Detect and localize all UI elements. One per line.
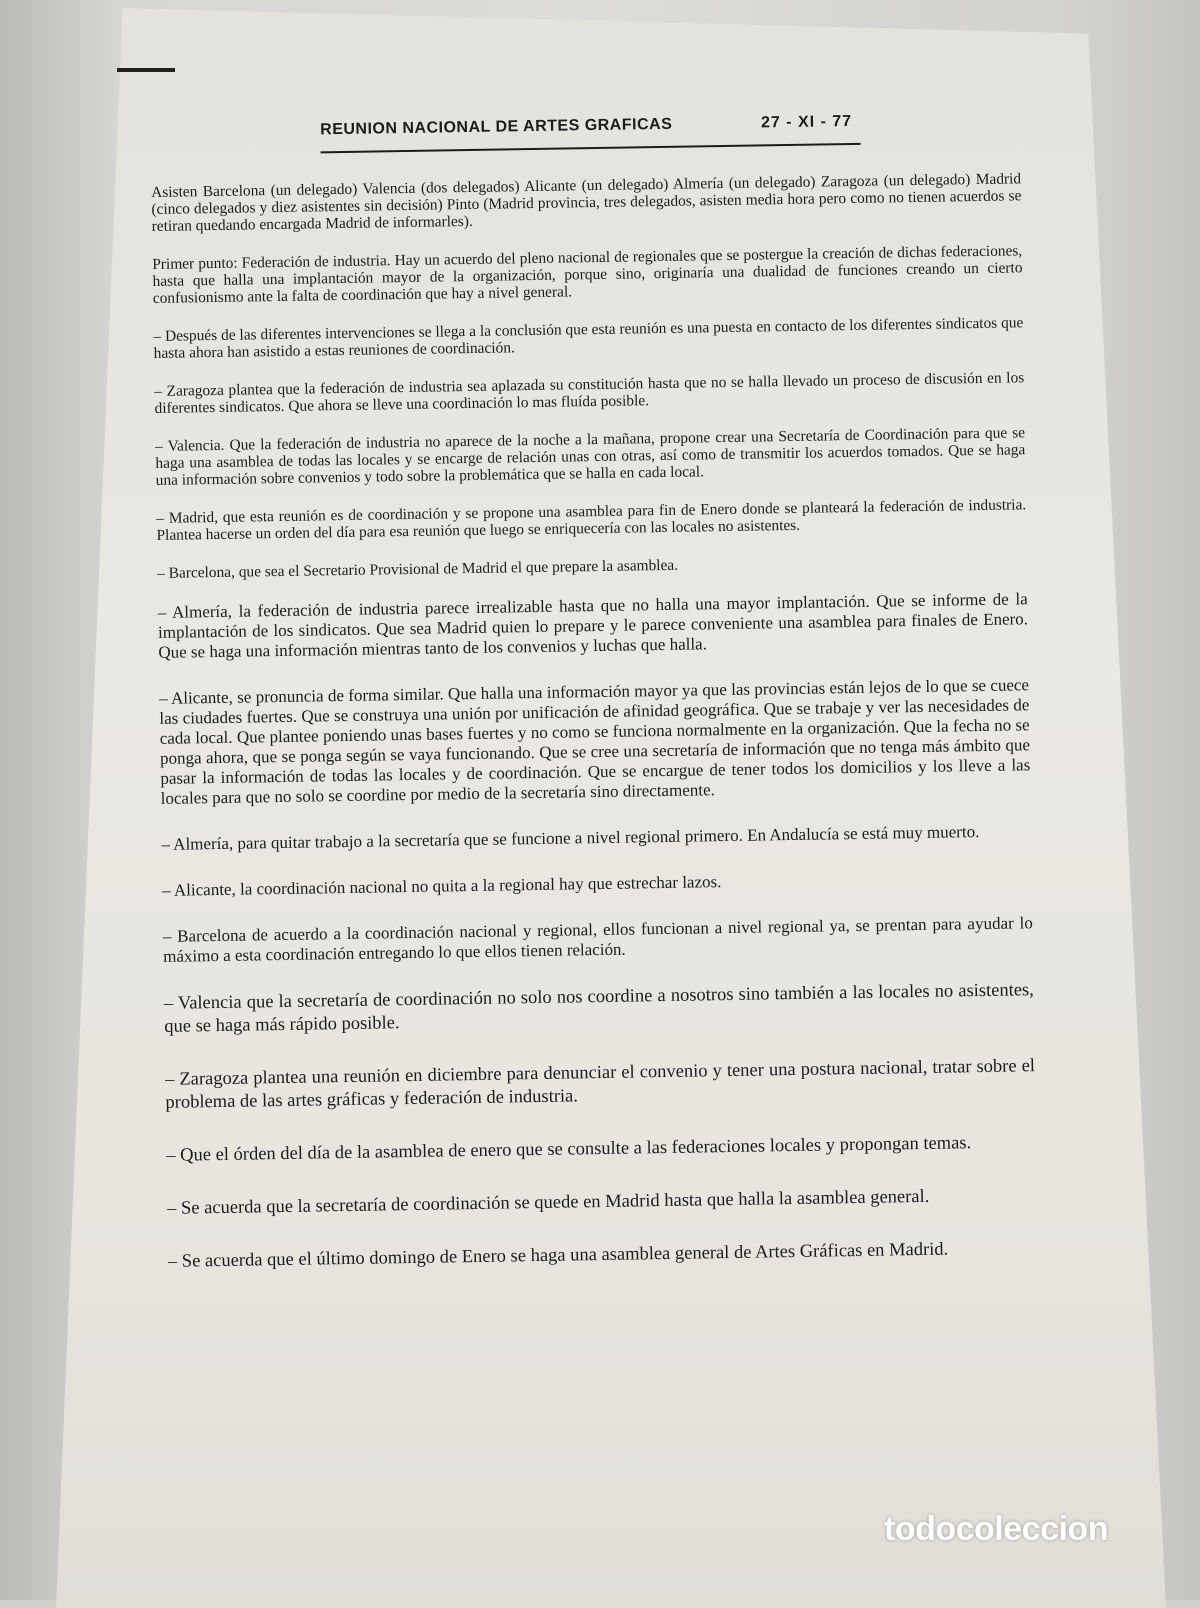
paragraph-item: – Alicante, la coordinación nacional no quita a la regional hay que estrechar lazos.	[161, 872, 722, 900]
paragraph-list	[151, 170, 1038, 1274]
document-date: 27 - XI - 77	[760, 112, 853, 132]
paragraph-attendees: Asisten Barcelona (un delegado) Valencia (dos delegados) Alicante (un delegado) Almería (un delegado) Zaragoza (un delegado) Madrid (cinco delegados y diez asistentes sin decisión) Pinto (Madrid provincia, tres delegados, asisten media hora pero como no tienen acuerdos se retiran quedando encargada Madrid de informarles).	[151, 170, 1022, 235]
paragraph-item: – Se acuerda que el último domingo de Enero se haga una asamblea general de Artes Gráficas en Madrid.	[167, 1239, 949, 1272]
paragraph-item: – Madrid, que esta reunión es de coordinación y se propone una asamblea para fin de Enero donde se planteará la federación de industria. Plantea hacerse un orden del día para esa reunión que luego se enriquecería con las locales no asistentes.	[156, 496, 1027, 544]
paragraph-item: – Valencia. Que la federación de industria no aparece de la noche a la mañana, propone crear una Secretaría de Coordinación para que se haga una asamblea de todas las locales y se encarge de relación unas con otras, así como de transmitir los acuerdos tomados. Que se haga una información sobre convenios y todo sobre la problemática que se halla en cada local.	[155, 424, 1026, 489]
paragraph-item: – Zaragoza plantea que la federación de industria sea aplazada su constitución hasta que no se halla llevado un proceso de discusión en los diferentes sindicatos. Que ahora se lleve una coordinación lo mas fluída posible.	[154, 369, 1025, 417]
pen-dash-mark	[117, 68, 175, 72]
paragraph-item: – Que el órden del día de la asamblea de enero que se consulte a las federaciones locales y propongan temas.	[166, 1133, 972, 1166]
paragraph-item: – Valencia que la secretaría de coordinación no solo nos coordine a nosotros sino también a las locales no asistentes, que se haga más rápido posible.	[163, 980, 1034, 1037]
paragraph-item: – Barcelona de acuerdo a la coordinación nacional y regional, ellos funcionan a nivel regional ya, se prentan para ayudar lo máximo a esta coordinación entregando lo que ellos tienen relación.	[162, 913, 1033, 966]
paragraph-first-point: Primer punto: Federación de industria. Hay un acuerdo del pleno nacional de regionales que se postergue la creación de dichas federaciones, hasta que halla una implantación mayor de la organización, porque sino, originaría una dualidad de funciones creando un cierto confusionismo ante la falta de coordinación que hay a nivel general.	[152, 242, 1023, 307]
paragraph-item: – Almería, para quitar trabajo a la secretaría que se funcione a nivel regional primero. En Andalucía se está muy muerto.	[161, 822, 980, 854]
document-body	[150, 104, 1039, 1304]
paragraph-item: – Se acuerda que la secretaría de coordinación se quede en Madrid hasta que halla la asamblea general.	[166, 1186, 930, 1219]
paragraph-item: – Después de las diferentes intervenciones se llega a la conclusión que esta reunión es una puesta en contacto de los diferentes sindicatos que hasta ahora han asistido a estas reuniones de coordinación.	[153, 314, 1024, 362]
paragraph-item: – Barcelona, que sea el Secretario Provisional de Madrid el que prepare la asamblea.	[157, 556, 679, 582]
paragraph-item: – Zaragoza plantea una reunión en diciembre para denunciar el convenio y tener una postura nacional, tratar sobre el problema de las artes gráficas y federación de industria.	[164, 1056, 1036, 1113]
paragraph-item: – Almería, la federación de industria parece irrealizable hasta que no halla una mayor implantación. Que se informe de la implantación de los sindicatos. Que sea Madrid quien lo prepare y le parece conveniente una asamblea para finales de Enero. Que se haga una información mientras tanto de los convenios y luchas que halla.	[157, 589, 1029, 662]
paragraph-item: – Alicante, se pronuncia de forma similar. Que halla una información mayor ya que las provincias están lejos de lo que se cuece las ciudades fuertes. Que se construya una unión por unificación de afinidad geográfica. Que se trabaje y ver las necesidades de cada local. Que plantee poniendo unas bases fuertes y no como se funciona normalmente en la organización. Que la fecha no se ponga ahora, que se ponga según se vaya funcionando. Que se cree una secretaría de información que no tenga más ámbito que pasar la información de todas las locales y de coordinación. Que se encargue de tener todos los domicilios y los lleve a las locales para que no solo se coordine por medio de la secretaría sino directamente.	[158, 675, 1031, 808]
document-title: REUNION NACIONAL DE ARTES GRAFICAS	[320, 115, 673, 139]
watermark-logo: todocoleccion	[884, 1510, 1108, 1548]
document-header	[320, 107, 861, 153]
